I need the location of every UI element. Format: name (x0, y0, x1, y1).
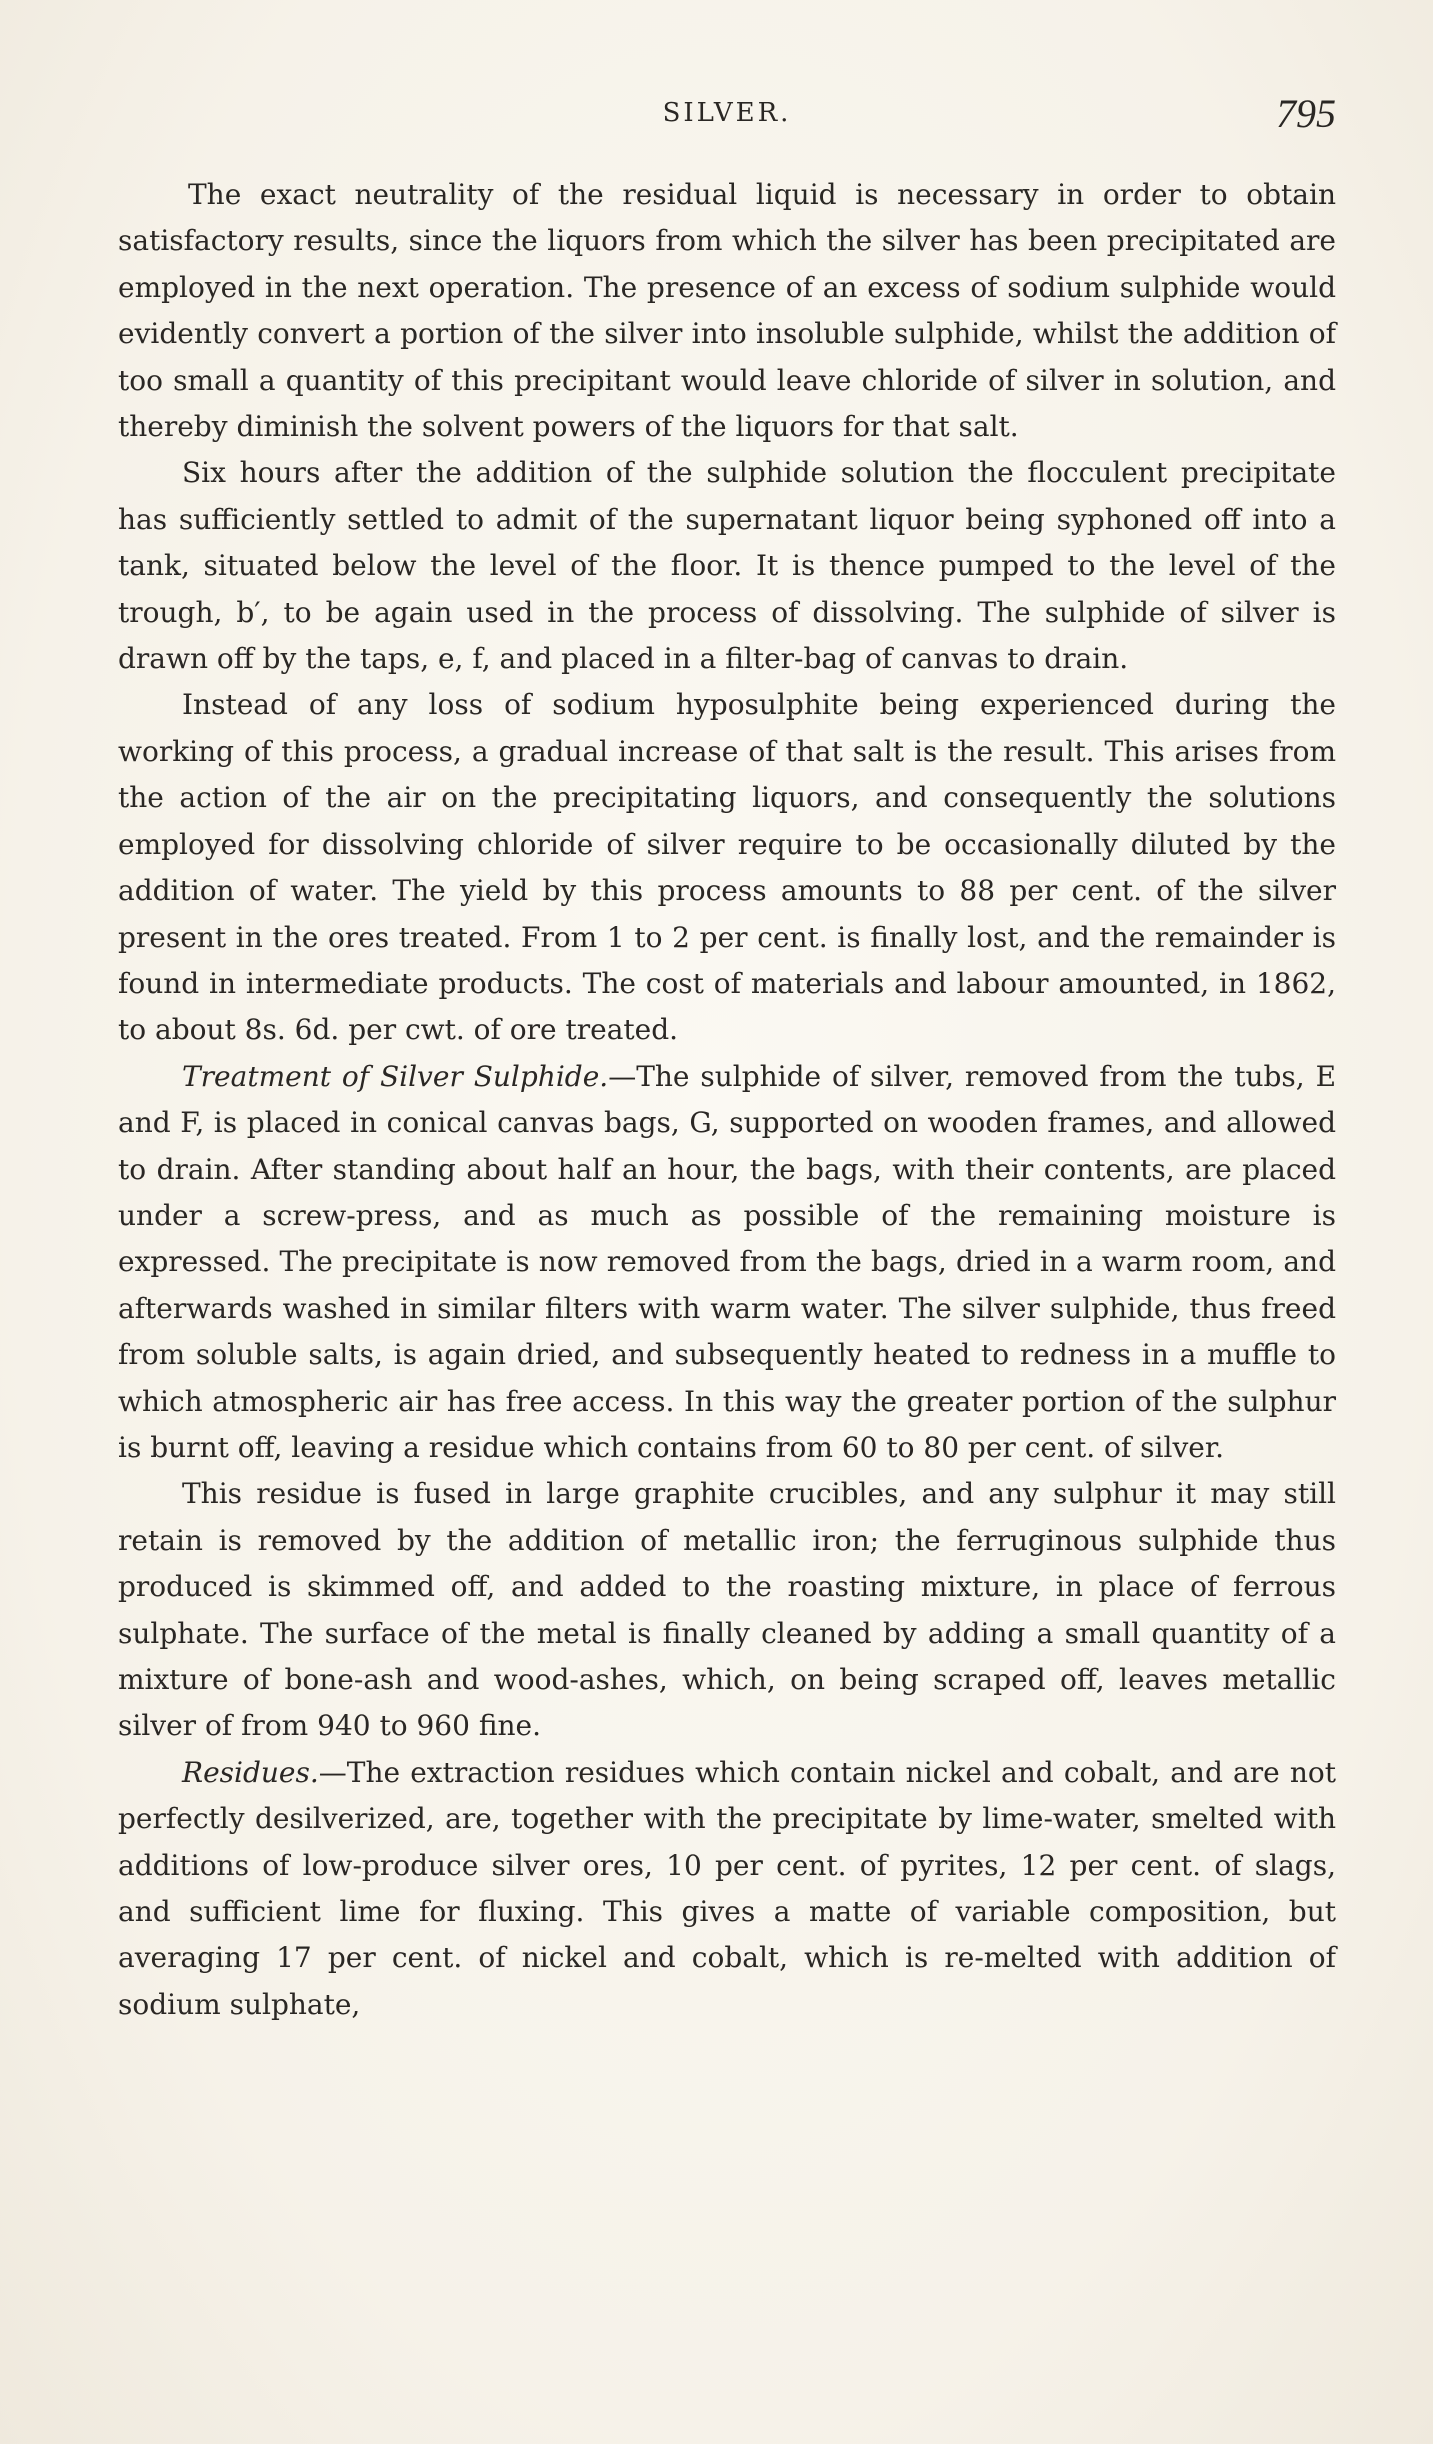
paragraph-treatment-of-silver-sulphide (118, 1054, 1336, 1472)
running-head: SILVER. (662, 98, 792, 128)
paragraph-text: Six hours after the addition of the sulphide solution the flocculent precipitate has sufficiently settled to admit of the supernatant liquor being syphoned off into a tank, situated below the level of the floor. It is thence pumped to the level of the trough, b′, to be again used in the process of dissolving. The sulphide of silver is drawn off by the taps, e, f, and placed in a filter-bag of canvas to drain. (118, 456, 1336, 676)
section-heading-treatment: Treatment of Silver Sulphide. (182, 1059, 609, 1093)
section-heading-residues: Residues. (182, 1755, 319, 1789)
page-number: 795 (1276, 91, 1336, 136)
paragraph-text: The exact neutrality of the residual liquid is necessary in order to obtain satisfactory results, since the liquors from which the silver has been precipitated are employed in the next operation. The presence of an excess of sodium sulphide would evidently convert a portion of the silver into insoluble sulphide, whilst the addition of too small a quantity of this precipitant would leave chloride of silver in solution, and thereby diminish the solvent powers of the liquors for that salt. (118, 178, 1336, 444)
paragraph-hyposulphite (118, 682, 1336, 1053)
paragraph-neutrality (118, 172, 1336, 450)
body-text (118, 172, 1336, 2028)
paragraph-text: —The extraction residues which contain nickel and cobalt, and are not perfectly desilverized, are, together with the precipitate by lime-water, smelted with additions of low-produce silver ores, 10 per cent. of pyrites, 12 per cent. of slags, and sufficient lime for fluxing. This gives a matte of variable composition, but averaging 17 per cent. of nickel and cobalt, which is re-melted with addition of sodium sulphate, (118, 1755, 1336, 2021)
page-header (118, 90, 1336, 140)
paragraph-text: —The sulphide of silver, removed from the tubs, E and F, is placed in conical canvas bags, G, supported on wooden frames, and allowed to drain. After standing about half an hour, the bags, with their contents, are placed under a screw-press, and as much as possible of the remaining moisture is expressed. The precipitate is now removed from the bags, dried in a warm room, and afterwards washed in similar filters with warm water. The silver sulphide, thus freed from soluble salts, is again dried, and subsequently heated to redness in a muffle to which atmospheric air has free access. In this way the greater portion of the sulphur is burnt off, leaving a residue which contains from 60 to 80 per cent. of silver. (118, 1059, 1337, 1464)
paragraph-residue-fused (118, 1471, 1336, 1749)
paragraph-six-hours (118, 450, 1336, 682)
paragraph-text: Instead of any loss of sodium hyposulphite being experienced during the working of this process, a gradual increase of that salt is the result. This arises from the action of the air on the precipitating liquors, and consequently the solutions employed for dissolving chloride of silver require to be occasionally diluted by the addition of water. The yield by this process amounts to 88 per cent. of the silver present in the ores treated. From 1 to 2 per cent. is finally lost, and the remainder is found in intermediate products. The cost of materials and labour amounted, in 1862, to about 8s. 6d. per cwt. of ore treated. (118, 688, 1336, 1047)
paragraph-text: This residue is fused in large graphite crucibles, and any sulphur it may still retain is removed by the addition of metallic iron; the ferruginous sulphide thus produced is skimmed off, and added to the roasting mixture, in place of ferrous sulphate. The surface of the metal is finally cleaned by adding a small quantity of a mixture of bone-ash and wood-ashes, which, on being scraped off, leaves metallic silver of from 940 to 960 fine. (118, 1477, 1336, 1743)
paragraph-residues (118, 1750, 1336, 2028)
